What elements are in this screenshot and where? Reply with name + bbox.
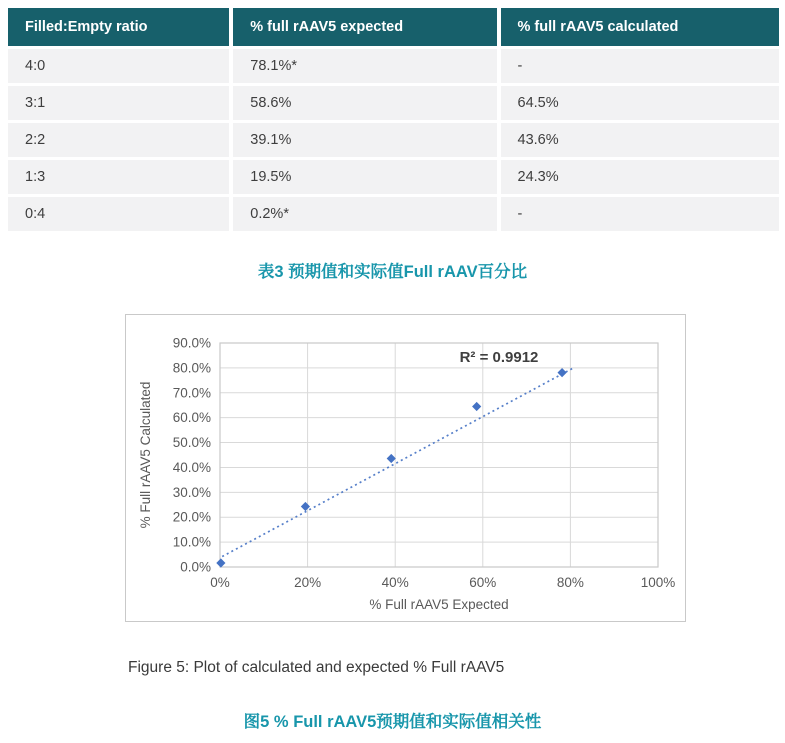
y-tick-label: 70.0% (172, 385, 211, 401)
table-cell: 3:1 (8, 86, 229, 120)
chart (125, 314, 686, 622)
table-cell: - (501, 197, 780, 231)
data-point (216, 558, 225, 567)
y-tick-label: 10.0% (172, 534, 211, 550)
table-header (8, 8, 779, 46)
table-row (8, 86, 779, 120)
chart-canvas (126, 315, 682, 618)
plot-border (220, 343, 658, 567)
y-tick-label: 90.0% (172, 335, 211, 351)
y-tick-label: 80.0% (172, 360, 211, 376)
table-row (8, 123, 779, 157)
figure-caption-zh: 图5 % Full rAAV5预期值和实际值相关性 (243, 713, 542, 731)
x-axis-title: % Full rAAV5 Expected (369, 597, 509, 612)
table-cell: 78.1%* (233, 49, 496, 83)
header-calculated: % full rAAV5 calculated (501, 8, 780, 46)
table-body (8, 49, 779, 231)
r-squared-label: R² = 0.9912 (459, 349, 539, 366)
data-point (472, 402, 481, 411)
table-cell: 24.3% (501, 160, 780, 194)
table-cell: 43.6% (501, 123, 780, 157)
data-point (387, 454, 396, 463)
table-cell: 2:2 (8, 123, 229, 157)
table-row (8, 49, 779, 83)
x-tick-label: 0% (210, 575, 230, 590)
data-point (301, 502, 310, 511)
x-tick-label: 80% (556, 575, 584, 590)
table-row (8, 197, 779, 231)
table-cell: 1:3 (8, 160, 229, 194)
figure-caption-en: Figure 5: Plot of calculated and expected % Full rAAV5 (128, 659, 505, 676)
ratio-table (4, 5, 783, 234)
y-axis-title: % Full rAAV5 Calculated (138, 381, 153, 529)
table-caption: 表3 预期值和实际值Full rAAV百分比 (257, 263, 528, 281)
data-point (557, 368, 566, 377)
table-cell: 64.5% (501, 86, 780, 120)
table-cell: - (501, 49, 780, 83)
y-tick-label: 60.0% (172, 410, 211, 426)
x-tick-label: 20% (294, 575, 322, 590)
x-tick-label: 40% (381, 575, 409, 590)
table-cell: 0:4 (8, 197, 229, 231)
table-row (8, 160, 779, 194)
y-tick-label: 20.0% (172, 509, 211, 525)
y-tick-label: 30.0% (172, 484, 211, 500)
y-tick-label: 0.0% (180, 559, 211, 575)
x-tick-label: 100% (640, 575, 676, 590)
table-header-row (8, 8, 779, 46)
header-filled-empty-ratio: Filled:Empty ratio (8, 8, 229, 46)
table-cell: 4:0 (8, 49, 229, 83)
table-cell: 58.6% (233, 86, 496, 120)
trendline (222, 368, 572, 556)
table-cell: 0.2%* (233, 197, 496, 231)
table-cell: 39.1% (233, 123, 496, 157)
header-expected: % full rAAV5 expected (233, 8, 496, 46)
x-tick-label: 60% (469, 575, 497, 590)
y-tick-label: 50.0% (172, 435, 211, 451)
table-cell: 19.5% (233, 160, 496, 194)
y-tick-label: 40.0% (172, 459, 211, 475)
